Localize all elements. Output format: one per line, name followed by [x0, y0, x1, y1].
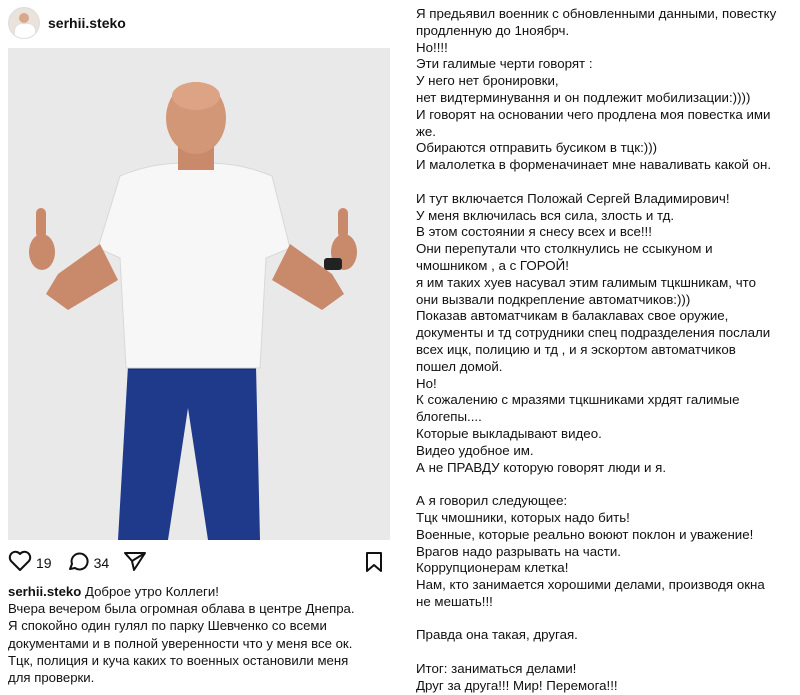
story-line: Военные, которые реально воюют поклон и уважение! [416, 526, 754, 542]
username[interactable]: serhii.steko [48, 15, 126, 31]
story-line: У него нет бронировки, [416, 73, 559, 89]
blank-line [416, 644, 796, 661]
story-line: пошел домой. [416, 358, 503, 374]
avatar[interactable] [8, 7, 40, 39]
story-line: Но! [416, 375, 437, 391]
caption-line: Я спокойно один гулял по парку Шевченко со всеми [8, 618, 327, 634]
story-line: Нам, кто занимается хорошими делами, производя окна [416, 577, 765, 593]
story-line: К сожалению с мразями тцкшниками хрдят галимые [416, 392, 740, 408]
story-line: чмошником , а с ГОРОЙ! [416, 257, 569, 273]
story-line: Тцк чмошники, которых надо бить! [416, 509, 630, 525]
story-line: Обираются отправить бусиком в тцк:))) [416, 140, 658, 156]
story-line: В этом состоянии я снесу всех и все!!! [416, 224, 652, 240]
story-line: Итог: заниматься делами! [416, 661, 577, 677]
story-line: я им таких хуев насувал этим галимым тцкшникам, что [416, 274, 756, 290]
story-line: Которые выкладывают видео. [416, 425, 602, 441]
man-thumbs-up-photo [8, 48, 390, 540]
like-count: 19 [36, 555, 52, 571]
blank-line [416, 611, 796, 628]
story-line: И говорят на основании чего продлена моя повестка ими [416, 106, 771, 122]
story-line: документы и тд сотрудники спец подразделения послали [416, 325, 771, 341]
share-button[interactable] [123, 550, 147, 577]
story-line: же. [416, 123, 436, 139]
heart-icon [8, 550, 32, 577]
story-line: они вызвали подкрепление автоматчиков:))) [416, 291, 691, 307]
story-line: не мешать!!! [416, 593, 493, 609]
post-header [8, 8, 126, 38]
story-line: Правда она такая, другая. [416, 627, 578, 643]
post-photo[interactable] [8, 48, 390, 540]
caption-line: документами и в полной уверенности что у меня все ок. [8, 635, 353, 651]
instagram-post [0, 0, 400, 686]
story-line: А я говорил следующее: [416, 493, 568, 509]
story-line: нет видтерминування и он подлежит мобилизации:)))) [416, 89, 751, 105]
blank-line [416, 476, 796, 493]
story-text [416, 6, 796, 695]
like-button[interactable] [8, 550, 52, 577]
story-line: всех ицк, полицию и тд , и я эскортом автоматчиков [416, 341, 736, 357]
story-line: У меня включилась вся сила, злость и тд. [416, 207, 675, 223]
story-line: Эти галимые черти говорят : [416, 56, 593, 72]
story-line: продленную до 1ноябрч. [416, 22, 570, 38]
story-line: Но!!!! [416, 39, 448, 55]
post-caption [8, 583, 392, 686]
comment-button[interactable] [66, 549, 110, 578]
caption-line: Вчера вечером была огромная облава в центре Днепра. [8, 601, 355, 617]
story-line: Коррупционерам клетка! [416, 560, 569, 576]
caption-line: для проверки. [8, 670, 95, 686]
story-line: И малолетка в форменачинает мне наваливать какой он. [416, 157, 772, 173]
story-line: А не ПРАВДУ которую говорят люди и я. [416, 459, 667, 475]
story-line: Они перепутали что столкнулись не ссыкуном и [416, 241, 713, 257]
story-line: Врагов надо разрывать на части. [416, 543, 621, 559]
story-line: блогепы.... [416, 409, 482, 425]
comment-icon [66, 549, 90, 578]
send-icon [123, 550, 147, 577]
blank-line [416, 174, 796, 191]
bookmark-icon [364, 560, 384, 577]
caption-line: Тцк, полиция и куча каких то военных остановили меня [8, 652, 349, 668]
story-line: Показав автоматчикам в балаклавах свое оружие, [416, 308, 729, 324]
post-actions [8, 548, 390, 578]
story-line: Видео удобное им. [416, 442, 534, 458]
save-button[interactable] [364, 551, 384, 578]
story-line: Я предьявил военник с обновленными данными, повестку [416, 6, 777, 21]
story-line: Друг за друга!!! Мир! Перемога!!! [416, 677, 618, 693]
caption-first-line: Доброе утро Коллеги! [84, 584, 219, 599]
story-text-panel [400, 0, 800, 693]
comment-count: 34 [93, 555, 110, 571]
story-line: И тут включается Положай Сергей Владимирович! [416, 190, 730, 206]
caption-username[interactable]: serhii.steko [8, 584, 82, 599]
